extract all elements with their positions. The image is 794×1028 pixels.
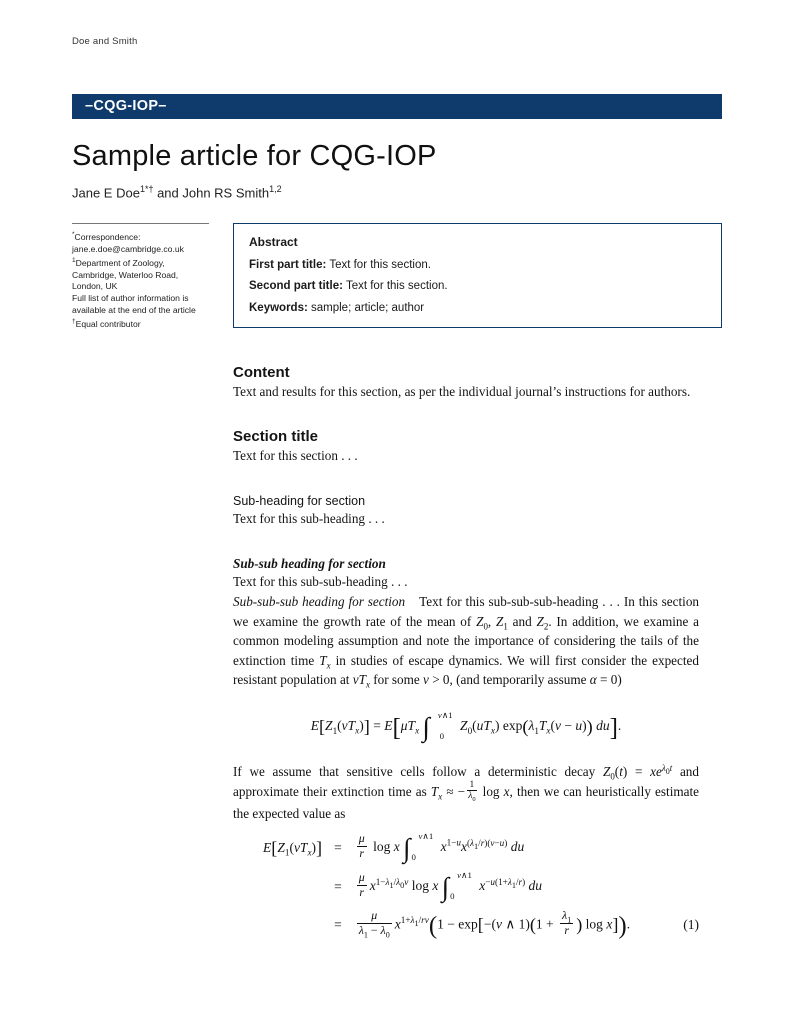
article-body	[233, 364, 699, 940]
correspondence-line: †Equal contributor	[72, 318, 141, 330]
equals-sign: =	[334, 840, 342, 856]
abstract-heading: Abstract	[249, 235, 298, 250]
journal-banner	[72, 94, 722, 119]
run-in-text: Text for this sub-sub-sub-heading . . . In this section we examine the growth rate of the mean of $Z_0$, $Z_1$ and $Z_2$. In addition, we examine a common modeling assumption and note the importance of considering the tails of the extinction time $T_x$ in studies of escape dynamics. We will first consider the expected resistant population at $vT_x$ for some v > 0, (and temporarily assume α = 0)	[233, 594, 700, 691]
abstract-item-text: Text for this section.	[345, 280, 448, 293]
abstract-item	[249, 302, 706, 314]
equals-sign: =	[334, 917, 342, 933]
section-heading-content: Content	[233, 363, 290, 381]
abstract-box	[233, 223, 722, 328]
subheading: Sub-heading for section	[233, 493, 366, 508]
correspondence-line: Full list of author information is	[72, 293, 189, 304]
run-in-heading: Sub-sub-sub heading for section	[233, 594, 406, 610]
abstract-item-label: First part title:	[249, 258, 327, 271]
abstract-item-label: Keywords:	[249, 301, 308, 314]
abstract-item-text: sample; article; author	[311, 301, 425, 314]
journal-banner-label: –CQG-IOP–	[85, 98, 167, 114]
abstract-item-text: Text for this section.	[329, 258, 431, 271]
subsubheading: Sub-sub heading for section	[233, 556, 386, 572]
correspondence-line: London, UK	[72, 281, 118, 292]
equals-sign: =	[334, 879, 342, 895]
correspondence-line: available at the end of the article	[72, 304, 196, 315]
correspondence-line: $^1$Department of Zoology,	[72, 257, 165, 269]
correspondence-line: jane.e.doe@cambridge.co.uk	[72, 243, 184, 254]
equation-number: (1)	[683, 917, 699, 933]
correspondence-sidebar	[72, 223, 209, 330]
paragraph-section-title: Text for this section . . .	[233, 448, 358, 464]
abstract-item-label: Second part title:	[249, 280, 343, 293]
display-equation-1	[233, 705, 699, 749]
abstract-item	[249, 280, 706, 292]
section-heading-section-title: Section title	[233, 428, 319, 446]
authors-line: Jane E Doe$^{1*\dagger}$ and John RS Smith$^{1,2}$	[72, 184, 282, 201]
paragraph-content: Text and results for this section, as per the individual journal’s instructions for authors.	[233, 383, 691, 399]
equation-array	[263, 830, 699, 940]
run-in-paragraph	[233, 592, 699, 690]
paragraph-subsubheading: Text for this sub-sub-heading . . .	[233, 574, 408, 590]
equation-rhs: $\frac{\mu}{r}$ log x ∫ v∧1 0 $x^{1-u}x^{(\lambda_1/r)(v-u)}$ du	[358, 830, 525, 864]
equation-rhs: $\frac{\mu}{\lambda_1 - \lambda_0}$ $x^{1+\lambda_1/rv}(1 - \exp[-(v$ ∧ 1)(1 + $\frac{\lambda_1}{r}$ ) log x]).	[358, 908, 631, 940]
correspondence-line: *Correspondence:	[72, 231, 141, 243]
equation-lhs: $E[Z_1(vT_x)]$	[263, 837, 323, 858]
header-columns	[72, 223, 722, 330]
running-head: Doe and Smith	[72, 36, 138, 47]
paragraph-estimate: If we assume that sensitive cells follow a deterministic decay $Z_0(t) = xe^{\lambda_0t}$ and approximate their extinction time as $T_x$ ≈ − $\frac{1}{\lambda_0}$ log x, then we can heuristically estimate the expected value as	[233, 762, 699, 821]
equation-rhs: $\frac{\mu}{r}$ $x^{1-\lambda_1/\lambda_0v}$ log x ∫ v∧1 0 $x^{-u(1+\lambda_1/r)}$ du	[358, 869, 543, 903]
correspondence-line: Cambridge, Waterloo Road,	[72, 269, 179, 280]
abstract-item	[249, 259, 706, 271]
equation-content: $E[Z_1(vT_x)] = E[\mu T_x$ ∫ v∧1 0 $Z_0(uT_x) \exp(\lambda_1T_x(v - u))$ du].	[310, 710, 622, 743]
article-title: Sample article for CQG-IOP	[72, 140, 437, 172]
paragraph-subheading: Text for this sub-heading . . .	[233, 510, 385, 526]
